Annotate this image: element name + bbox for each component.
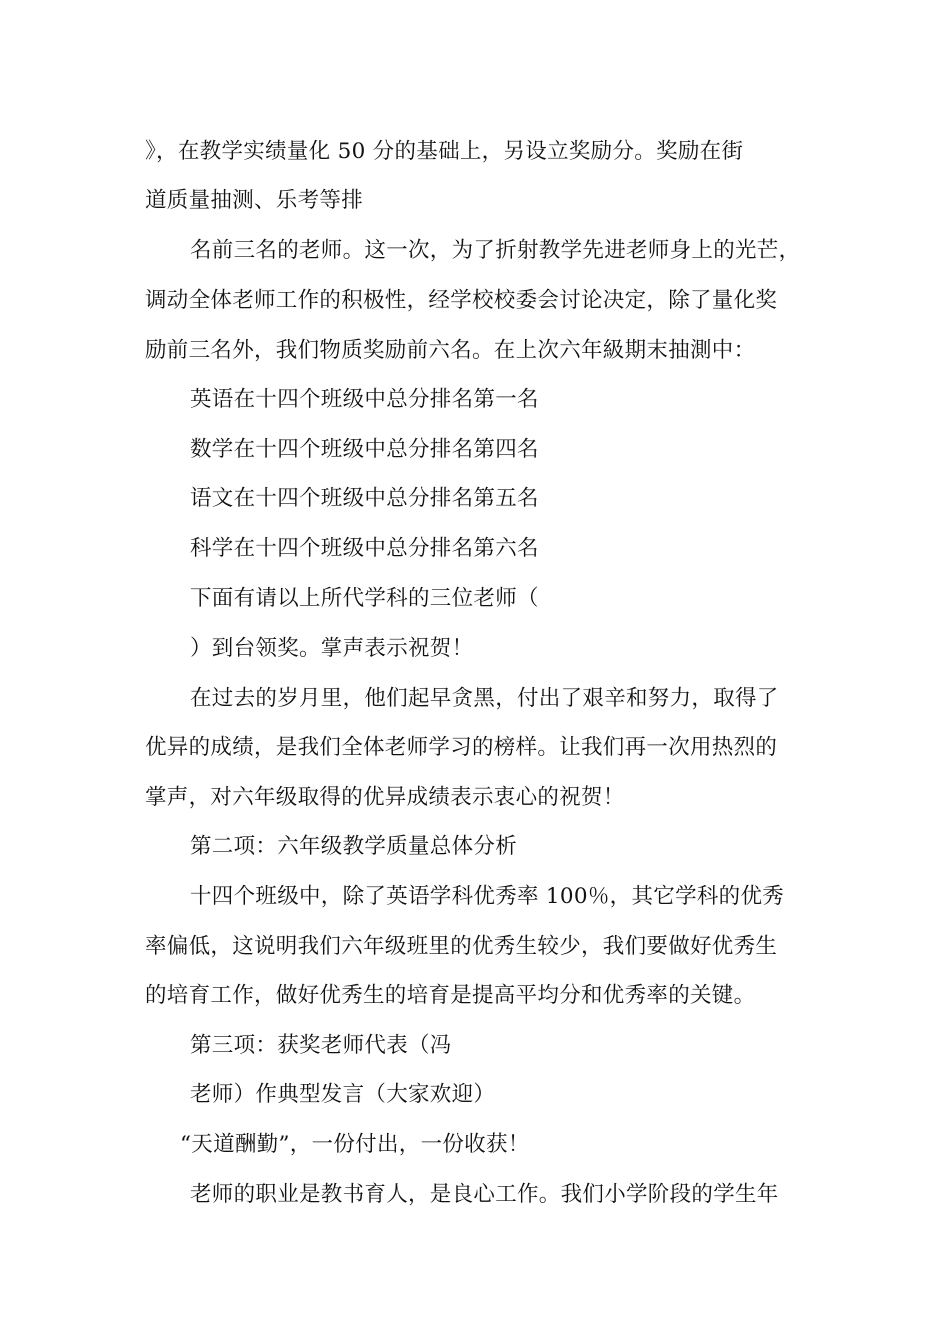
text-line-22: 老师的职业是教书育人，是良心工作。我们小学阶段的学生年 — [190, 1182, 779, 1207]
text-line-12: 在过去的岁月里，他们起早贪黑，付出了艰辛和努力，取得了 — [190, 686, 779, 711]
text-line-20: 老师）作典型发言（大家欢迎） — [190, 1082, 496, 1107]
text-line-4: 调动全体老师工作的积极性，经学校校委会讨论决定，除了量化奖 — [145, 288, 778, 313]
text-line-3: 名前三名的老师。这一次，为了折射教学先进老师身上的光芒， — [190, 238, 801, 263]
text-line-11: ）到台领奖。掌声表示祝贺！ — [190, 636, 474, 661]
text-line-8: 语文在十四个班级中总分排名第五名 — [190, 486, 539, 511]
text-line-14: 掌声，对六年级取得的优异成绩表示衷心的祝贺！ — [145, 785, 625, 810]
text-line-15: 第二项：六年级教学质量总体分析 — [190, 834, 518, 859]
text-line-7: 数学在十四个班级中总分排名第四名 — [190, 437, 539, 462]
text-line-19: 第三项：获奖老师代表（冯 — [190, 1033, 452, 1058]
text-line-17: 率偏低，这说明我们六年级班里的优秀生较少，我们要做好优秀生 — [145, 934, 778, 959]
text-line-6: 英语在十四个班级中总分排名第一名 — [190, 387, 539, 412]
text-line-5: 励前三名外，我们物质奖励前六名。在上次六年級期末抽測中： — [145, 338, 756, 363]
text-line-16: 十四个班级中，除了英语学科优秀率 100％，其它学科的优秀 — [190, 884, 785, 909]
text-line-13: 优异的成绩，是我们全体老师学习的榜样。让我们再一次用热烈的 — [145, 735, 778, 760]
text-line-9: 科学在十四个班级中总分排名第六名 — [190, 536, 539, 561]
text-line-21: “天道酬勤”，一份付出，一份收获！ — [180, 1132, 530, 1157]
text-line-2: 道质量抽测、乐考等排 — [145, 188, 364, 213]
text-line-18: 的培育工作，做好优秀生的培育是提高平均分和优秀率的关键。 — [145, 983, 756, 1008]
text-line-1: 》，在教学实绩量化 50 分的基础上，另设立奖励分。奖励在街 — [145, 139, 744, 164]
text-line-10: 下面有请以上所代学科的三位老师（ — [190, 586, 539, 611]
